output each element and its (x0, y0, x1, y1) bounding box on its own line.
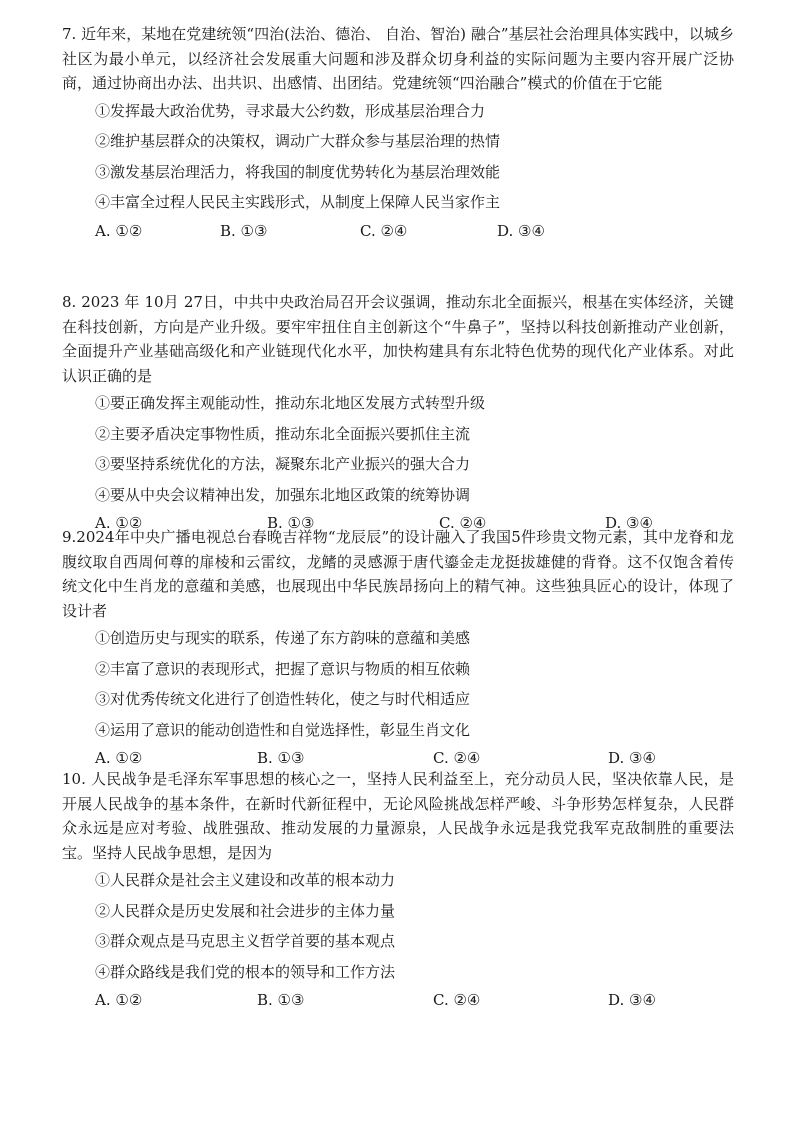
statement-2: ②维护基层群众的决策权，调动广大群众参与基层治理的热情 (95, 132, 501, 150)
statement-3: ③激发基层治理活力，将我国的制度优势转化为基层治理效能 (95, 162, 501, 181)
question-7 (62, 22, 734, 244)
statement-2: ②人民群众是历史发展和社会进步的主体力量 (95, 901, 396, 920)
statement-3: ③要坚持系统优化的方法，凝聚东北产业振兴的强大合力 (95, 455, 471, 473)
answer-options (95, 987, 734, 1013)
option-a: A. ①② (95, 749, 143, 767)
option-a: A. ①② (95, 221, 143, 240)
statement-1: ①创造历史与现实的联系，传递了东方韵味的意蕴和美感 (95, 629, 471, 647)
question-stem: 8. 2023 年 10月 27日，中共中央政治局召开会议强调，推动东北全面振兴，根基在实体经济，关键在科技创新，方向是产业升级。要牢牢扭住自主创新这个“牛鼻子”，坚持以科技创新推动产业创新，全面提升产业基础高级化和产业链现代化水平，加快构建具有东北特色优势的现代化产业体系。对此认识正确的是 (62, 293, 734, 385)
statement-3: ③群众观点是马克思主义哲学首要的基本观点 (95, 932, 396, 950)
question-stem: 9.2024年中央广播电视总台春晚吉祥物“龙辰辰”的设计融入了我国5件珍贵文物元素，其中龙脊和龙腹纹取自西周何尊的扉棱和云雷纹，龙鳍的灵感源于唐代鎏金走龙挺拔雄健的背脊。这不仅饱含着传统文化中生肖龙的意蕴和美感，也展现出中华民族昂扬向上的精气神。这些独具匠心的设计，体现了设计者 (62, 528, 734, 620)
option-c: C. ②④ (439, 514, 487, 532)
statement-3: ③对优秀传统文化进行了创造性转化，使之与时代相适应 (95, 690, 471, 708)
option-b: B. ①③ (267, 514, 315, 532)
option-a: A. ①② (95, 514, 143, 532)
option-c: C. ②④ (360, 221, 408, 240)
question-stem: 7. 近年来，某地在党建统领“四治(法治、德治、 自治、智治) 融合”基层社会治理具体实践中，以城乡社区为最小单元，以经济社会发展重大问题和涉及群众切身利益的实际问题为主要内容开展广泛协商，通过协商出办法、出共识、出感情、出团结。党建统领“四治融合”模式的价值在于它能 (62, 25, 734, 92)
question-10 (62, 767, 734, 1013)
option-a: A. ①② (95, 991, 143, 1009)
option-c: C. ②④ (433, 749, 481, 767)
question-9 (62, 525, 734, 771)
statement-4: ④要从中央会议精神出发，加强东北地区政策的统筹协调 (95, 485, 471, 504)
option-c: C. ②④ (433, 991, 481, 1009)
statement-4: ④运用了意识的能动创造性和自觉选择性，彰显生肖文化 (95, 720, 471, 739)
option-b: B. ①③ (220, 221, 268, 240)
statement-4: ④丰富全过程人民民主实践形式，从制度上保障人民当家作主 (95, 193, 501, 211)
question-stem: 10. 人民战争是毛泽东军事思想的核心之一，坚持人民利益至上，充分动员人民，坚决依靠人民，是开展人民战争的基本条件，在新时代新征程中，无论风险挑战怎样严峻、斗争形势怎样复杂，人民群众永远是应对考验、战胜强敌、推动发展的力量源泉，人民战争永远是我党我军克敌制胜的重要法宝。坚持人民战争思想，是因为 (62, 770, 734, 862)
option-b: B. ①③ (257, 749, 305, 767)
option-d: D. ③④ (608, 749, 656, 767)
question-8 (62, 290, 734, 536)
statement-2: ②主要矛盾决定事物性质，推动东北全面振兴要抓住主流 (95, 424, 471, 443)
answer-options (95, 218, 734, 244)
option-d: D. ③④ (608, 991, 656, 1009)
statement-2: ②丰富了意识的表现形式，把握了意识与物质的相互依赖 (95, 659, 471, 678)
statement-1: ①人民群众是社会主义建设和改革的根本动力 (95, 871, 396, 889)
option-d: D. ③④ (605, 514, 653, 532)
statement-1: ①要正确发挥主观能动性，推动东北地区发展方式转型升级 (95, 394, 486, 412)
option-d: D. ③④ (497, 221, 545, 240)
option-b: B. ①③ (257, 991, 305, 1009)
statement-1: ①发挥最大政治优势，寻求最大公约数，形成基层治理合力 (95, 101, 486, 120)
statement-4: ④群众路线是我们党的根本的领导和工作方法 (95, 962, 396, 981)
